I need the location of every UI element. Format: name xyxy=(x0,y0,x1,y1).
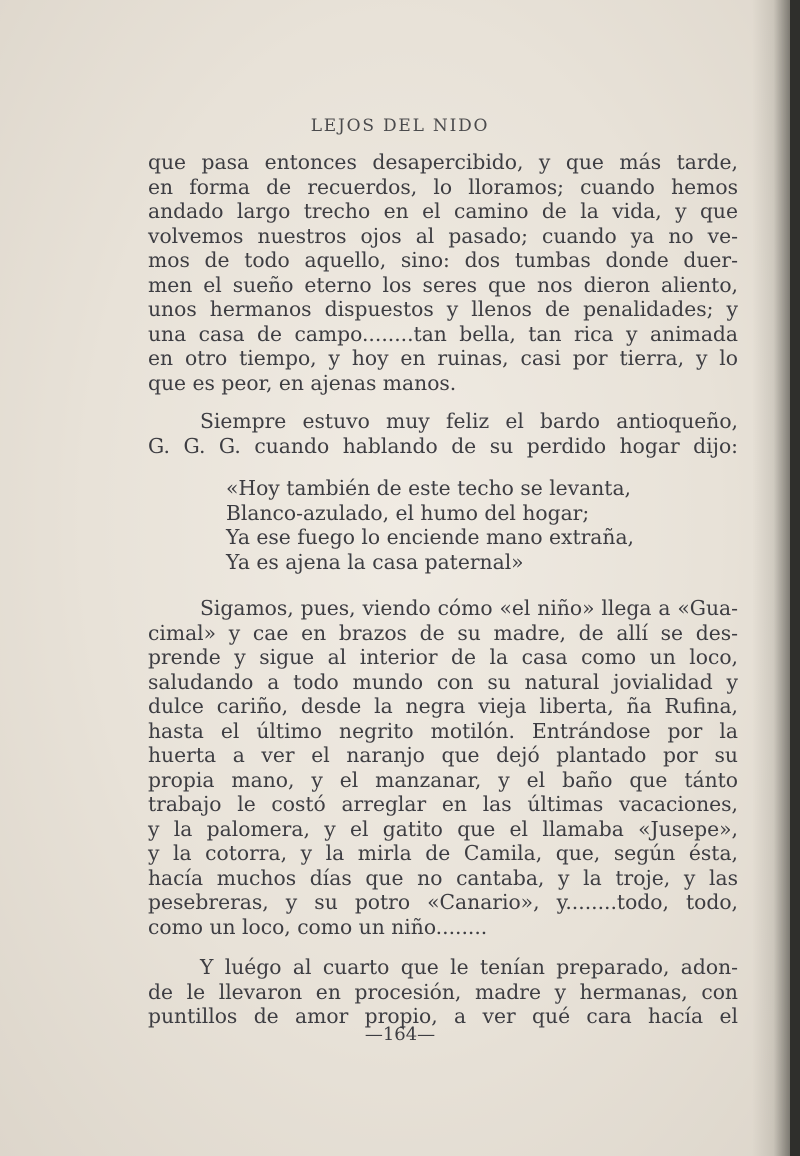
text-line: hacía muchos días que no cantaba, y la troje, y las xyxy=(148,865,738,890)
text-line: en forma de recuerdos, lo lloramos; cuando hemos xyxy=(148,174,738,199)
verse-line: «Hoy también de este techo se levanta, xyxy=(226,476,631,500)
text-line: Sigamos, pues, viendo cómo «el niño» llega a «Gua- xyxy=(200,596,738,620)
paragraph-1 xyxy=(148,150,738,395)
text-line: saludando a todo mundo con su natural jovialidad y xyxy=(148,669,738,694)
text-line: Y luégo al cuarto que le tenían preparado, adon- xyxy=(200,955,738,979)
text-line: Siempre estuvo muy feliz el bardo antioqueño, xyxy=(200,409,738,433)
text-line: cimal» y cae en brazos de su madre, de allí se des- xyxy=(148,620,738,645)
paragraph-4 xyxy=(148,955,738,1029)
text-line: andado largo trecho en el camino de la vida, y que xyxy=(148,199,738,223)
verse-line: Blanco-azulado, el humo del hogar; xyxy=(226,500,590,525)
body-text xyxy=(148,150,738,1029)
running-head: LEJOS DEL NIDO xyxy=(310,116,490,136)
text-line: como un loco, como un niño........ xyxy=(148,914,488,939)
text-line: dulce cariño, desde la negra vieja liberta, ña Rufina, xyxy=(148,694,738,718)
text-line: de le llevaron en procesión, madre y hermanas, con xyxy=(148,979,738,1004)
text-line: en otro tiempo, y hoy en ruinas, casi por tierra, y lo xyxy=(148,346,738,370)
text-line: prende y sigue al interior de la casa como un loco, xyxy=(148,645,738,669)
text-line: una casa de campo........tan bella, tan rica y animada xyxy=(148,321,738,346)
verse-line: Ya es ajena la casa paternal» xyxy=(226,549,524,574)
text-line: huerta a ver el naranjo que dejó plantado por su xyxy=(148,743,738,767)
verse-line: Ya ese fuego lo enciende mano extraña, xyxy=(226,525,634,549)
page-edge-strip xyxy=(790,0,800,1156)
text-line: y la palomera, y el gatito que el llamaba «Jusepe», xyxy=(148,816,738,841)
text-line: G. G. G. cuando hablando de su perdido hogar dijo: xyxy=(148,433,738,458)
text-line: men el sueño eterno los seres que nos dieron aliento, xyxy=(148,272,738,297)
paragraph-3 xyxy=(148,596,738,939)
text-line: propia mano, y el manzanar, y el baño que tánto xyxy=(148,767,738,792)
text-line: puntillos de amor propio, a ver qué cara hacía el xyxy=(148,1004,738,1028)
text-line: mos de todo aquello, sino: dos tumbas donde duer- xyxy=(148,248,738,272)
text-line: y la cotorra, y la mirla de Camila, que, según ésta, xyxy=(148,841,738,865)
paragraph-2 xyxy=(148,409,738,458)
text-line: pesebreras, y su potro «Canario», y........todo, todo, xyxy=(148,890,738,914)
page-number: —164— xyxy=(364,1024,436,1045)
text-line: unos hermanos dispuestos y llenos de penalidades; y xyxy=(148,297,738,321)
text-line: que es peor, en ajenas manos. xyxy=(148,370,457,395)
text-line: hasta el último negrito motilón. Entrándose por la xyxy=(148,718,738,743)
text-line: volvemos nuestros ojos al pasado; cuando ya no ve- xyxy=(148,223,738,248)
text-line: que pasa entonces desapercibido, y que más tarde, xyxy=(148,150,738,174)
verse-quote xyxy=(226,476,738,574)
text-line: trabajo le costó arreglar en las últimas vacaciones, xyxy=(148,792,738,816)
